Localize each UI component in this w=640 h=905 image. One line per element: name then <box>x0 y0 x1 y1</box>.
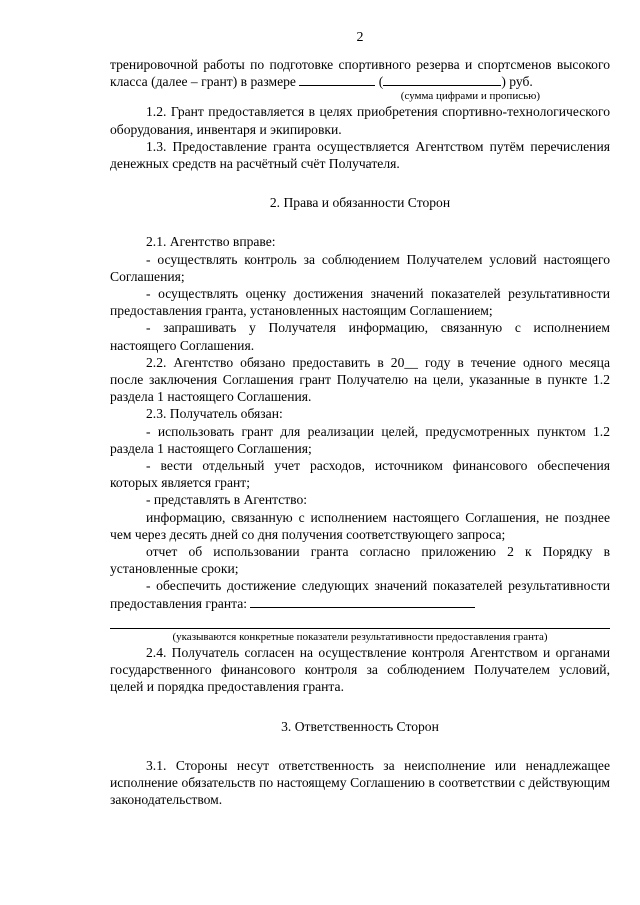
paragraph-2-1-c: - запрашивать у Получателя информацию, связанную с исполнением настоящего Соглашения. <box>110 320 610 353</box>
sum-words-blank <box>383 73 501 86</box>
section-heading-2: 2. Права и обязанности Сторон <box>269 195 451 211</box>
note-indicators: (указываются конкретные показатели результативности предоставления гранта) <box>172 630 548 643</box>
page-content <box>110 30 610 808</box>
sum-digits-blank <box>299 73 375 86</box>
paragraph-2-1: 2.1. Агентство вправе: <box>146 234 276 250</box>
paragraph-1-3: 1.3. Предоставление гранта осуществляется Агентством путём перечисления денежных средств на расчётный счёт Получателя. <box>110 138 610 172</box>
indicators-text: - обеспечить достижение следующих значений показателей результативности предоставления гранта: <box>110 578 610 611</box>
intro-paren: ( <box>378 74 384 90</box>
paragraph-intro <box>110 56 610 90</box>
note-sum: (сумма цифрами и прописью) <box>400 90 540 103</box>
paragraph-2-3-c1: информацию, связанную с исполнением настоящего Соглашения, не позднее чем через десять дней со дня получения соответствующего запроса; <box>110 509 610 542</box>
paragraph-2-3-b: - вести отдельный учет расходов, источником финансового обеспечения которых является грант; <box>110 458 610 491</box>
page-number: 2 <box>356 30 364 45</box>
paragraph-2-1-b: - осуществлять оценку достижения значений показателей результативности предоставления гранта, установленных настоящим Соглашением; <box>110 286 610 319</box>
paragraph-2-3-c2: отчет об использовании гранта согласно приложению 2 к Порядку в установленные сроки; <box>110 544 610 577</box>
section-heading-3: 3. Ответственность Сторон <box>281 718 439 734</box>
paragraph-2-2: 2.2. Агентство обязано предоставить в 20__ году в течение одного месяца после заключения Соглашения грант Получателю на цели, указанные в пункте 1.2 раздела 1 настоящего Соглашения. <box>110 354 610 405</box>
paragraph-2-1-a: - осуществлять контроль за соблюдением Получателем условий настоящего Соглашения; <box>110 251 610 284</box>
intro-text: тренировочной работы по подготовке спортивного резерва и спортсменов высокого класса (далее – грант) в размере <box>110 57 610 90</box>
paragraph-2-3: 2.3. Получатель обязан: <box>146 406 283 422</box>
paragraph-3-1: 3.1. Стороны несут ответственность за неисполнение или ненадлежащее исполнение обязательств по настоящему Соглашению в соответствии с действующим законодательством. <box>110 757 610 808</box>
paragraph-2-4: 2.4. Получатель согласен на осуществление контроля Агентством и органами государственного финансового контроля за соблюдением Получателем условий, целей и порядка предоставления гранта. <box>110 644 610 695</box>
indicators-line <box>110 612 610 629</box>
paragraph-2-3-d <box>110 577 610 611</box>
paragraph-2-3-c: - представлять в Агентство: <box>146 492 308 508</box>
paragraph-2-3-a: - использовать грант для реализации целей, предусмотренных пунктом 1.2 раздела 1 настоящего Соглашения; <box>110 423 610 456</box>
intro-currency: ) руб. <box>501 74 533 90</box>
indicators-blank <box>250 595 475 608</box>
paragraph-1-2: 1.2. Грант предоставляется в целях приобретения спортивно-технологического оборудования, инвентаря и экипировки. <box>110 104 610 137</box>
